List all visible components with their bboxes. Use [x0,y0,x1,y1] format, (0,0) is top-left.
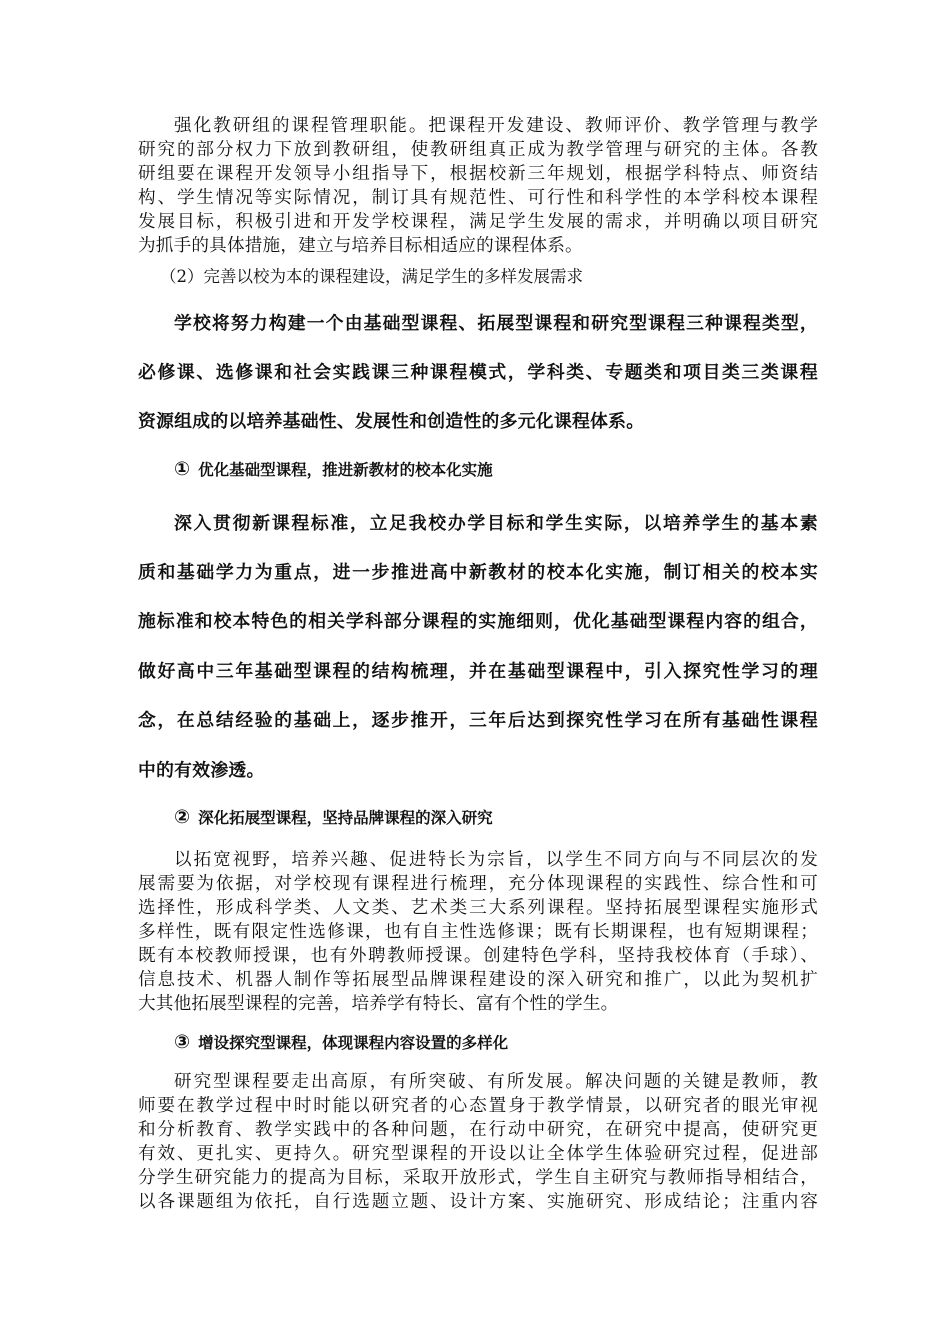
text-line: 为抓手的具体措施，建立与培养目标相适应的课程体系。 [138,236,583,256]
circled-number-2: ② [174,806,191,828]
text-line: 质和基础学力为重点，进一步推进高中新教材的校本化实施，制订相关的校本实 [138,562,818,583]
text-line: 信息技术、机器人制作等拓展型品牌课程建设的深入研究和推广，以此为契机扩 [138,970,818,990]
heading-inquiry-courses [174,1031,508,1053]
section-subheading: （2）完善以校为本的课程建设，满足学生的多样发展需求 [160,267,583,286]
heading-basic-courses [174,458,493,480]
text-line: 以拓宽视野，培养兴趣、促进特长为宗旨，以学生不同方向与不同层次的发 [174,850,818,870]
text-line: 选择性，形成科学类、人文类、艺术类三大系列课程。坚持拓展型课程实施形式 [138,898,818,918]
circled-number-1: ① [174,458,191,480]
text-line: 分学生研究能力的提高为目标，采取开放形式，学生自主研究与教师指导相结合， [138,1168,818,1188]
text-line: 资源组成的以培养基础性、发展性和创造性的多元化课程体系。 [138,411,645,432]
text-line: 研究的部分权力下放到教研组，使教研组真正成为教学管理与研究的主体。各教 [138,140,818,160]
text-line: 必修课、选修课和社会实践课三种课程模式，学科类、专题类和项目类三类课程 [138,362,818,383]
heading-text: 优化基础型课程，推进新教材的校本化实施 [198,461,493,479]
paragraph-teaching-group-management [138,114,818,258]
text-line: 研组要在课程开发领导小组指导下，根据校新三年规划，根据学科特点、师资结 [138,164,818,184]
text-line: 强化教研组的课程管理职能。把课程开发建设、教师评价、教学管理与教学 [174,116,818,136]
heading-text: 增设探究型课程，体现课程内容设置的多样化 [198,1034,509,1052]
text-line: 发展目标，积极引进和开发学校课程，满足学生发展的需求，并明确以项目研究 [138,212,818,232]
text-line: 大其他拓展型课程的完善，培养学有特长、富有个性的学生。 [138,994,619,1014]
heading-text: 深化拓展型课程，坚持品牌课程的深入研究 [198,809,493,827]
text-line: 中的有效渗透。 [138,760,265,781]
text-line: 施标准和校本特色的相关学科部分课程的实施细则，优化基础型课程内容的组合， [138,611,818,632]
paragraph-inquiry-courses [138,1070,818,1214]
text-line: 以各课题组为依托，自行选题立题、设计方案、实施研究、形成结论；注重内容 [138,1192,818,1212]
text-line: 多样性，既有限定性选修课，也有自主性选修课；既有长期课程，也有短期课程； [138,922,818,942]
text-line: 深入贯彻新课程标准，立足我校办学目标和学生实际，以培养学生的基本素 [174,513,818,534]
text-line: 既有本校教师授课，也有外聘教师授课。创建特色学科，坚持我校体育（手球）、 [138,946,818,966]
text-line: 展需要为依据，对学校现有课程进行梳理，充分体现课程的实践性、综合性和可 [138,874,818,894]
text-line: 念，在总结经验的基础上，逐步推开，三年后达到探究性学习在所有基础性课程 [138,710,818,731]
text-line: 有效、更扎实、更持久。研究型课程的开设以让全体学生体验研究过程，促进部 [138,1144,818,1164]
text-line: 师要在教学过程中时时能以研究者的心态置身于教学情景，以研究者的眼光审视 [138,1096,818,1116]
text-line: 和分析教育、教学实践中的各种问题，在行动中研究，在研究中提高，使研究更 [138,1120,818,1140]
text-line: 构、学生情况等实际情况，制订具有规范性、可行性和科学性的本学科校本课程 [138,188,818,208]
text-line: 学校将努力构建一个由基础型课程、拓展型课程和研究型课程三种课程类型， [174,313,818,334]
heading-extended-courses [174,806,493,828]
text-line: 研究型课程要走出高原，有所突破、有所发展。解决问题的关键是教师，教 [174,1072,818,1092]
paragraph-extended-courses [138,848,818,1016]
circled-number-3: ③ [174,1031,191,1053]
text-line: 做好高中三年基础型课程的结构梳理，并在基础型课程中，引入探究性学习的理 [138,661,818,682]
